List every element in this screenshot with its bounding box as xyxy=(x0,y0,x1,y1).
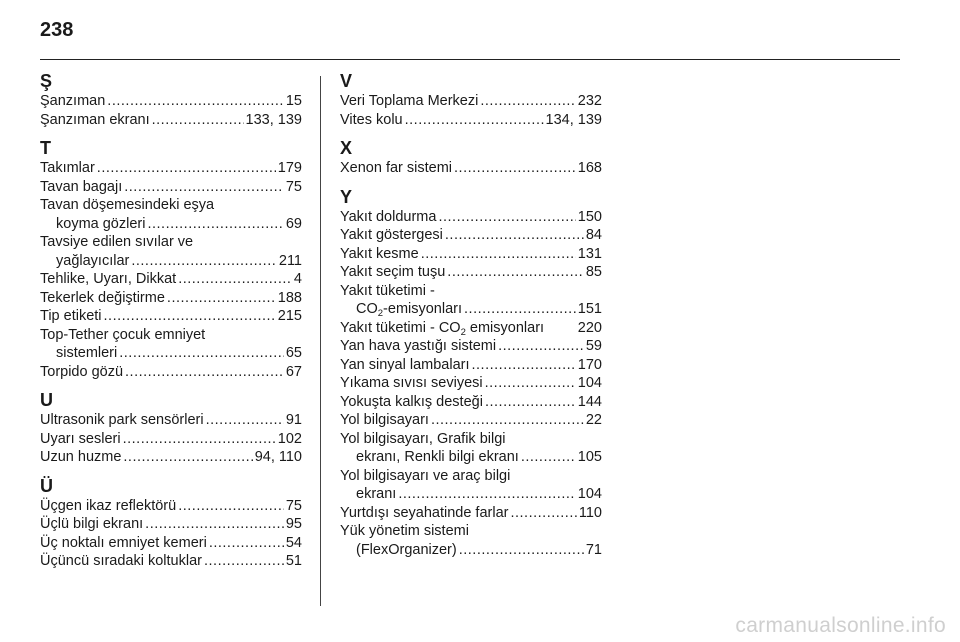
index-entry-line xyxy=(340,226,602,245)
dot-leader xyxy=(445,226,584,245)
dot-leader xyxy=(485,374,576,393)
dot-leader xyxy=(107,92,284,111)
index-entry-line xyxy=(340,300,602,319)
entry-label-subscript: 2 xyxy=(377,308,384,319)
page-reference: 85 xyxy=(585,264,602,280)
dot-leader xyxy=(124,178,284,197)
index-entry[interactable] xyxy=(340,111,602,130)
index-entry-line xyxy=(40,411,302,430)
entry-label xyxy=(356,300,462,319)
dot-leader xyxy=(125,363,284,382)
page-reference: 104 xyxy=(577,375,602,391)
index-entry-line xyxy=(40,448,302,467)
section-letter: Ü xyxy=(40,475,53,496)
dot-leader xyxy=(438,208,575,227)
page-reference: 105 xyxy=(577,449,602,465)
page-reference: 75 xyxy=(285,178,302,195)
header-rule xyxy=(40,59,900,60)
index-entry[interactable] xyxy=(40,289,302,308)
index-entry-line xyxy=(340,159,602,178)
index-entry-line xyxy=(340,282,602,301)
page-reference: 131 xyxy=(577,245,602,262)
index-entry[interactable] xyxy=(340,208,602,227)
entry-label: koyma gözleri xyxy=(56,215,146,232)
entry-label: ekranı, Renkli bilgi ekranı xyxy=(356,449,519,465)
page-reference: 69 xyxy=(285,215,302,232)
index-entry-line xyxy=(40,252,302,271)
page-reference: 65 xyxy=(285,345,302,361)
index-entry[interactable] xyxy=(340,226,602,245)
dot-leader xyxy=(123,430,276,449)
index-entry-line xyxy=(40,363,302,382)
index-entry[interactable] xyxy=(340,282,602,319)
entry-label: Takımlar xyxy=(40,160,95,176)
index-entry-line xyxy=(40,289,302,308)
dot-leader xyxy=(405,111,544,130)
entry-label: Tekerlek değiştirme xyxy=(40,289,165,306)
dot-leader xyxy=(480,92,575,111)
index-entry[interactable] xyxy=(40,196,302,233)
index-entry-line xyxy=(340,92,602,111)
page-reference: 188 xyxy=(277,289,302,306)
index-entry[interactable] xyxy=(40,233,302,270)
index-section xyxy=(340,70,602,129)
dot-leader xyxy=(472,356,576,375)
entry-label: Yol bilgisayarı, Grafik bilgi xyxy=(340,430,506,447)
entry-label: sistemleri xyxy=(56,345,118,361)
index-entry-line xyxy=(340,541,602,560)
index-section xyxy=(40,137,302,381)
dot-leader xyxy=(421,245,576,264)
dot-leader xyxy=(167,289,276,308)
page-reference: 91 xyxy=(285,412,302,428)
section-letter: Ş xyxy=(40,71,53,91)
entry-label: Tavsiye edilen sıvılar ve xyxy=(40,234,194,250)
index-entry-line xyxy=(340,448,602,467)
dot-leader xyxy=(447,263,584,282)
entry-label: Vites kolu xyxy=(340,111,403,128)
entry-label: Yol bilgisayarı xyxy=(340,412,429,428)
index-entry-line xyxy=(40,515,302,534)
entry-label: Yakıt doldurma xyxy=(340,208,437,225)
page-reference: 51 xyxy=(285,553,302,569)
index-entry[interactable] xyxy=(40,411,302,430)
index-entry[interactable] xyxy=(340,522,602,559)
entry-label: Yan hava yastığı sistemi xyxy=(340,338,497,354)
section-letter: T xyxy=(40,138,51,158)
page-reference: 168 xyxy=(577,160,602,176)
page-reference: 71 xyxy=(585,541,602,558)
dot-leader xyxy=(485,393,576,412)
index-entry[interactable] xyxy=(340,159,602,178)
entry-label: Yıkama sıvısı seviyesi xyxy=(340,375,483,391)
index-entry-line xyxy=(340,504,602,523)
dot-leader xyxy=(510,504,576,523)
dot-leader xyxy=(204,552,284,571)
page-reference: 211 xyxy=(278,252,302,269)
page-reference: 104 xyxy=(577,486,602,502)
entry-label-text: Yakıt tüketimi - CO xyxy=(340,319,461,336)
index-section xyxy=(40,389,302,467)
dot-leader xyxy=(206,411,284,430)
index-entry[interactable] xyxy=(40,159,302,178)
entry-label: Tehlike, Uyarı, Dikkat xyxy=(40,271,177,287)
index-column-right xyxy=(340,68,602,567)
page-reference: 95 xyxy=(285,516,302,532)
entry-label: Üçlü bilgi ekranı xyxy=(40,516,144,532)
index-entry[interactable] xyxy=(340,92,602,111)
dot-leader xyxy=(178,497,284,516)
page-reference: 170 xyxy=(577,356,602,373)
index-entry-line xyxy=(340,263,602,282)
index-section xyxy=(340,137,602,178)
index-entry-line xyxy=(340,430,602,449)
index-entry-line xyxy=(40,307,302,326)
index-entry-line xyxy=(40,111,302,130)
page-reference: 67 xyxy=(285,363,302,380)
index-entry[interactable] xyxy=(40,270,302,289)
dot-leader xyxy=(498,337,584,356)
page-reference: 94, 110 xyxy=(254,449,302,465)
index-entry-line xyxy=(40,233,302,252)
entry-label: Yan sinyal lambaları xyxy=(340,356,470,373)
dot-leader xyxy=(123,448,252,467)
entry-label: Veri Toplama Merkezi xyxy=(340,93,479,109)
index-entry[interactable] xyxy=(40,497,302,516)
index-entry[interactable] xyxy=(40,326,302,363)
dot-leader xyxy=(131,252,277,271)
page-reference: 75 xyxy=(285,497,302,514)
index-entry[interactable] xyxy=(340,263,602,282)
entry-label: Yakıt seçim tuşu xyxy=(340,264,446,280)
index-entry-line xyxy=(340,245,602,264)
index-entry[interactable] xyxy=(40,448,302,467)
index-entry-line xyxy=(40,497,302,516)
index-entry-line xyxy=(40,326,302,345)
page-reference: 15 xyxy=(285,93,302,109)
entry-label: Ultrasonik park sensörleri xyxy=(40,412,204,428)
index-entry-line xyxy=(40,159,302,178)
entry-label: Uzun huzme xyxy=(40,449,122,465)
dot-leader xyxy=(145,515,284,534)
page-number: 238 xyxy=(40,19,74,41)
entry-label: Şanzıman ekranı xyxy=(40,111,150,128)
page-reference: 134, 139 xyxy=(545,111,602,128)
index-entry-line xyxy=(340,467,602,486)
index-entry[interactable] xyxy=(40,363,302,382)
index-entry[interactable] xyxy=(340,245,602,264)
index-entry-line xyxy=(340,393,602,412)
entry-label: Yol bilgisayarı ve araç bilgi xyxy=(340,467,511,484)
section-letter: U xyxy=(40,390,53,410)
index-entry-line xyxy=(340,485,602,504)
page-reference: 232 xyxy=(577,93,602,109)
entry-label: Üç noktalı emniyet kemeri xyxy=(40,534,207,551)
page-reference: 151 xyxy=(577,301,602,317)
entry-label: ekranı xyxy=(356,486,397,502)
dot-leader xyxy=(209,534,284,553)
page-reference: 4 xyxy=(293,271,302,287)
section-letter: X xyxy=(340,138,353,158)
entry-label: (FlexOrganizer) xyxy=(356,541,457,558)
entry-label: Yakıt tüketimi - xyxy=(340,282,435,299)
dot-leader xyxy=(459,541,584,560)
index-entry[interactable] xyxy=(40,92,302,111)
entry-label: Tavan döşemesindeki eşya xyxy=(40,197,215,213)
entry-label xyxy=(340,319,544,338)
entry-label: Yük yönetim sistemi xyxy=(340,523,469,539)
section-letter: Y xyxy=(340,186,353,207)
dot-leader xyxy=(119,344,284,363)
index-section xyxy=(40,475,302,571)
entry-label-text: -emisyonları xyxy=(383,301,463,317)
index-section xyxy=(40,70,302,129)
page-reference: 22 xyxy=(585,412,602,428)
entry-label: Yakıt kesme xyxy=(340,245,419,262)
index-entry[interactable] xyxy=(40,515,302,534)
dot-leader xyxy=(464,300,576,319)
index-entry[interactable] xyxy=(340,319,602,338)
entry-label: Torpido gözü xyxy=(40,363,124,380)
entry-label: Tavan bagajı xyxy=(40,178,123,195)
entry-label: yağlayıcılar xyxy=(56,252,130,269)
index-entry[interactable] xyxy=(340,430,602,467)
index-entry[interactable] xyxy=(40,534,302,553)
page-reference: 150 xyxy=(577,208,602,225)
page-reference: 220 xyxy=(577,319,602,336)
index-entry[interactable] xyxy=(40,178,302,197)
entry-label: Şanzıman xyxy=(40,93,106,109)
page-reference: 84 xyxy=(585,227,602,243)
entry-label-text: emisyonları xyxy=(465,319,545,336)
dot-leader xyxy=(147,215,283,234)
dot-leader xyxy=(431,411,584,430)
page-reference: 144 xyxy=(577,393,602,410)
page-reference: 133, 139 xyxy=(245,111,302,128)
watermark: carmanualsonline.info xyxy=(735,614,946,637)
entry-label: Xenon far sistemi xyxy=(340,160,453,176)
index-entry[interactable] xyxy=(40,430,302,449)
index-entry-line xyxy=(340,319,602,338)
dot-leader xyxy=(97,159,276,178)
column-divider xyxy=(320,76,321,606)
entry-label: Üçüncü sıradaki koltuklar xyxy=(40,553,202,569)
index-entry-line xyxy=(340,337,602,356)
dot-leader xyxy=(104,307,276,326)
dot-leader xyxy=(521,448,576,467)
page-reference: 54 xyxy=(285,534,302,551)
index-entry[interactable] xyxy=(340,356,602,375)
index-entry[interactable] xyxy=(340,393,602,412)
index-entry[interactable] xyxy=(340,504,602,523)
index-entry-line xyxy=(340,356,602,375)
index-entry-line xyxy=(40,344,302,363)
page-reference: 102 xyxy=(277,430,302,447)
entry-label: Uyarı sesleri xyxy=(40,430,121,447)
index-entry-line xyxy=(40,196,302,215)
entry-label: Top-Tether çocuk emniyet xyxy=(40,326,206,343)
index-entry[interactable] xyxy=(340,411,602,430)
entry-label: Yurtdışı seyahatinde farlar xyxy=(340,504,509,521)
index-entry-line xyxy=(40,534,302,553)
entry-label: Yakıt göstergesi xyxy=(340,227,443,243)
page-reference: 179 xyxy=(277,160,302,176)
index-entry-line xyxy=(40,552,302,571)
entry-label-subscript: 2 xyxy=(460,326,466,338)
dot-leader xyxy=(398,485,575,504)
index-entry[interactable] xyxy=(40,552,302,571)
index-entry[interactable] xyxy=(40,111,302,130)
index-entry[interactable] xyxy=(340,374,602,393)
page-reference: 215 xyxy=(277,308,302,324)
index-entry-line xyxy=(40,270,302,289)
index-entry-line xyxy=(40,430,302,449)
section-letter: V xyxy=(340,71,353,91)
dot-leader xyxy=(152,111,244,130)
index-entry-line xyxy=(340,411,602,430)
index-entry-line xyxy=(40,215,302,234)
index-section xyxy=(340,186,602,560)
page-reference: 59 xyxy=(585,338,602,354)
entry-label-text: CO xyxy=(356,301,378,317)
entry-label: Üçgen ikaz reflektörü xyxy=(40,497,177,514)
entry-label: Yokuşta kalkış desteği xyxy=(340,393,483,410)
index-entry-line xyxy=(40,178,302,197)
index-entry-line xyxy=(340,208,602,227)
index-entry[interactable] xyxy=(340,467,602,504)
index-entry-line xyxy=(40,92,302,111)
index-entry-line xyxy=(340,111,602,130)
index-entry-line xyxy=(340,522,602,541)
dot-leader xyxy=(178,270,292,289)
entry-label: Tip etiketi xyxy=(40,308,102,324)
index-entry[interactable] xyxy=(40,307,302,326)
index-entry[interactable] xyxy=(340,337,602,356)
dot-leader xyxy=(454,159,576,178)
page-reference: 110 xyxy=(578,504,602,521)
index-column-left xyxy=(40,68,302,579)
index-entry-line xyxy=(340,374,602,393)
